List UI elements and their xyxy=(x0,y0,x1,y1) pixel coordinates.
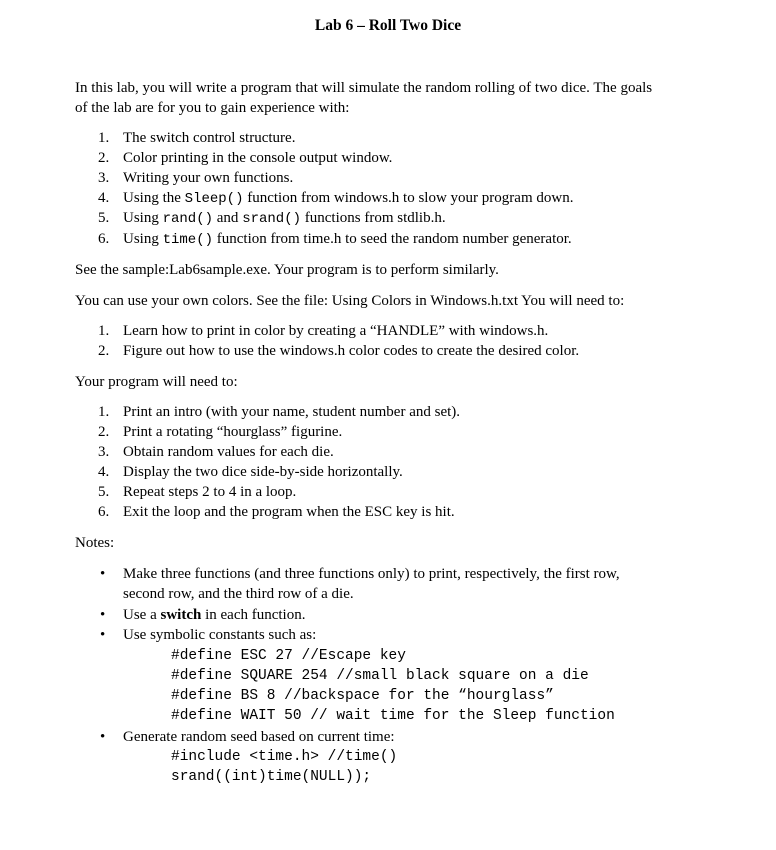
step-item: Print an intro (with your name, student number and set). xyxy=(123,404,461,420)
code-line: #include <time.h> //time() xyxy=(171,749,398,765)
step-number: 4. xyxy=(98,464,110,480)
goal-text: function from time.h to seed the random number generator. xyxy=(213,231,572,247)
goal-item xyxy=(123,229,713,250)
code-line: #define ESC 27 //Escape key xyxy=(171,648,406,664)
code-line: #define SQUARE 254 //small black square on a die xyxy=(171,668,589,684)
step-number: 6. xyxy=(98,504,110,520)
bullet-icon: • xyxy=(100,566,106,582)
note-text: Use a xyxy=(123,607,161,623)
step-number: 5. xyxy=(98,484,110,500)
goal-item: Color printing in the console output window. xyxy=(123,150,393,166)
goal-number: 2. xyxy=(98,150,110,166)
sample-paragraph: See the sample:Lab6sample.exe. Your program is to perform similarly. xyxy=(75,262,499,278)
goal-item: The switch control structure. xyxy=(123,130,296,146)
goal-text: Using xyxy=(123,210,163,226)
inline-code: Sleep() xyxy=(184,191,244,207)
step-number: 2. xyxy=(98,343,110,359)
goal-number: 1. xyxy=(98,130,110,146)
code-line: #define BS 8 //backspace for the “hourglass” xyxy=(171,688,554,704)
program-intro: Your program will need to: xyxy=(75,374,238,390)
notes-label: Notes: xyxy=(75,535,115,551)
step-item: Print a rotating “hourglass” figurine. xyxy=(123,424,343,440)
step-item: Display the two dice side-by-side horizontally. xyxy=(123,464,403,480)
goal-item xyxy=(123,208,713,229)
step-item: Figure out how to use the windows.h color codes to create the desired color. xyxy=(123,343,580,359)
inline-code: srand() xyxy=(242,211,301,227)
note-item xyxy=(123,605,713,625)
goal-item: Writing your own functions. xyxy=(123,170,294,186)
note-item: Use symbolic constants such as: xyxy=(123,627,317,643)
goal-number: 4. xyxy=(98,190,110,206)
document-title: Lab 6 – Roll Two Dice xyxy=(314,17,462,34)
step-item: Obtain random values for each die. xyxy=(123,444,334,460)
note-bold: switch xyxy=(160,607,202,623)
bullet-icon: • xyxy=(100,627,106,643)
step-number: 2. xyxy=(98,424,110,440)
intro-line-2: of the lab are for you to gain experience with: xyxy=(75,100,350,116)
step-number: 1. xyxy=(98,323,110,339)
note-line: second row, and the third row of a die. xyxy=(123,586,354,602)
note-text: in each function. xyxy=(201,607,306,623)
goal-number: 3. xyxy=(98,170,110,186)
intro-line-1: In this lab, you will write a program that will simulate the random rolling of two dice. The goals xyxy=(75,80,653,96)
bullet-icon: • xyxy=(100,607,106,623)
intro-paragraph xyxy=(75,78,715,118)
goal-number: 5. xyxy=(98,210,110,226)
inline-code: time() xyxy=(162,232,214,248)
step-item: Repeat steps 2 to 4 in a loop. xyxy=(123,484,297,500)
colors-paragraph: You can use your own colors. See the file: Using Colors in Windows.h.txt You will need to: xyxy=(75,293,625,309)
goal-text: functions from stdlib.h. xyxy=(301,210,446,226)
step-item: Learn how to print in color by creating a “HANDLE” with windows.h. xyxy=(123,323,549,339)
inline-code: rand() xyxy=(162,211,214,227)
step-item: Exit the loop and the program when the ESC key is hit. xyxy=(123,504,455,520)
goal-text: Using the xyxy=(123,190,185,206)
goal-text: function from windows.h to slow your program down. xyxy=(243,190,574,206)
note-line: Make three functions (and three functions only) to print, respectively, the first row, xyxy=(123,566,620,582)
goal-number: 6. xyxy=(98,231,110,247)
step-number: 3. xyxy=(98,444,110,460)
code-line: srand((int)time(NULL)); xyxy=(171,769,372,785)
note-item xyxy=(123,564,713,604)
step-number: 1. xyxy=(98,404,110,420)
goal-text: Using xyxy=(123,231,163,247)
goal-text: and xyxy=(213,210,243,226)
note-item: Generate random seed based on current time: xyxy=(123,729,395,745)
code-line: #define WAIT 50 // wait time for the Sleep function xyxy=(171,708,615,724)
goal-item xyxy=(123,188,713,209)
bullet-icon: • xyxy=(100,729,106,745)
